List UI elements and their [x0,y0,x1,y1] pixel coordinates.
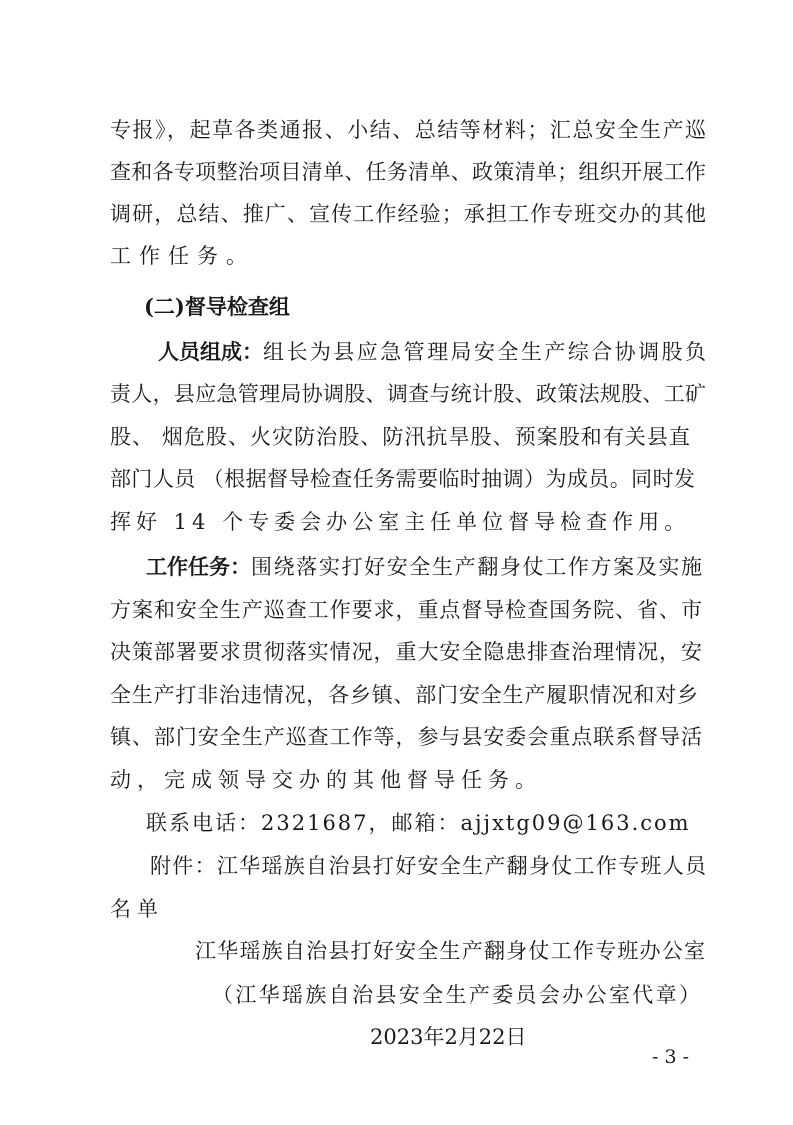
body-line: 围绕落实打好安全生产翻身仗工作方案及实施 [251,555,702,579]
signature-proxy: （江华瑶族自治县安全生产委员会办公室代章） [212,983,700,1007]
attachment-line: 名单 [110,897,164,921]
body-line: 组长为县应急管理局安全生产综合协调股负 [263,340,706,364]
section-heading: (二)督导检查组 [144,294,290,319]
attachment-line: 附件：江华瑶族自治县打好安全生产翻身仗工作专班人员 [150,854,706,878]
body-line: 调研，总结、推广、宣传工作经验；承担工作专班交办的其他 [110,202,706,226]
body-line: 专报》，起草各类通报、小结、总结等材料；汇总安全生产巡 [110,118,706,142]
tasks-first-line [146,554,702,580]
personnel-label: 人员组成： [158,339,263,364]
body-line: 部门人员 （根据督导检查任务需要临时抽调）为成员。同时发 [110,467,695,491]
body-line: 决策部署要求贯彻落实情况，重大安全隐患排查治理情况，安 [110,640,702,664]
body-line: 查和各专项整治项目清单、任务清单、政策清单；组织开展工作 [110,160,706,184]
signature-date: 2023年2月22日 [370,1025,527,1049]
personnel-first-line [158,339,706,365]
body-line: 动，完成领导交办的其他督导任务。 [110,768,542,792]
body-line: 全生产打非治违情况，各乡镇、部门安全生产履职情况和对乡 [110,683,698,707]
body-line: 挥好 14 个专委会办公室主任单位督导检查作用。 [110,510,691,534]
body-line: 工作任务。 [110,244,255,268]
body-line: 责人，县应急管理局协调股、调查与统计股、政策法规股、工矿 [110,382,706,406]
body-line: 股、 烟危股、火灾防治股、防汛抗旱股、预案股和有关县直 [110,425,690,449]
tasks-label: 工作任务： [146,554,251,579]
page-number: - 3 - [652,1046,690,1068]
body-line: 方案和安全生产巡查工作要求，重点督导检查国务院、省、市 [110,598,702,622]
contact-info: 联系电话：2321687，邮箱：ajjxtg09@163.com [146,811,691,835]
signature-org: 江华瑶族自治县打好安全生产翻身仗工作专班办公室 [195,939,705,963]
body-line: 镇、部门安全生产巡查工作等，参与县安委会重点联系督导活 [110,725,702,749]
